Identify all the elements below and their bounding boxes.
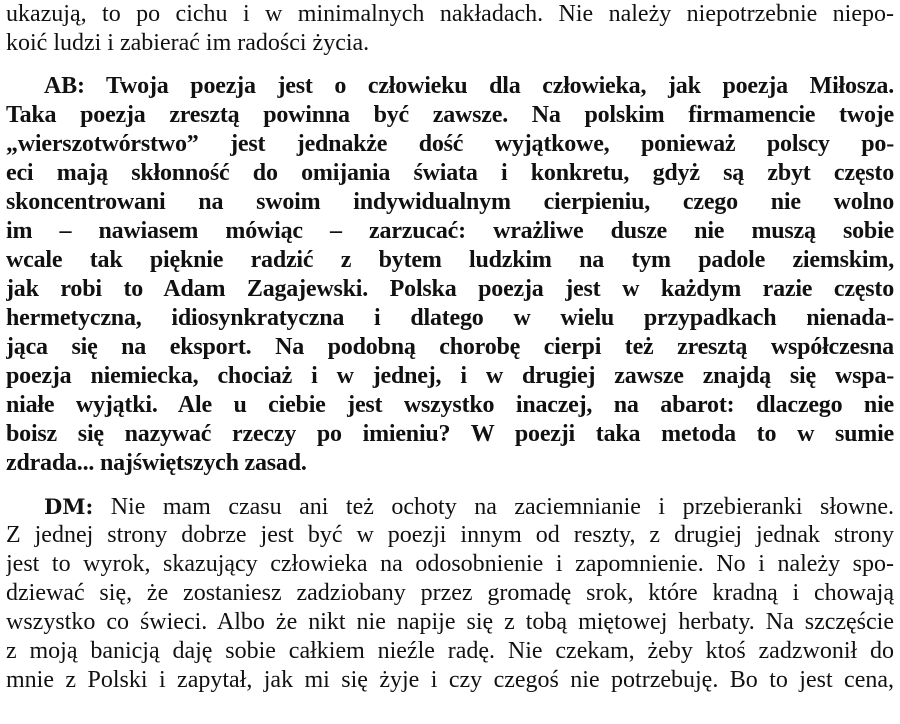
text-line: Taka poezja zresztą powinna być zawsze. Na polskim firmamencie twoje <box>6 102 894 128</box>
text-line: z moją banicją daję sobie całkiem nieźle radę. Nie czekam, żeby ktoś zadzwonił do <box>6 638 894 664</box>
text-line: boisz się nazywać rzeczy po imieniu? W poezji taka metoda to w sumie <box>6 421 894 447</box>
text-line: „wierszotwórstwo” jest jednakże dość wyjątkowe, ponieważ polscy po- <box>6 131 894 157</box>
speaker-label: DM: <box>44 494 94 519</box>
paragraph-1 <box>6 0 894 58</box>
text-line: wszystko co świeci. Albo że nikt nie napije się z tobą miętowej herbaty. Na szczęście <box>6 609 894 635</box>
text-line: mnie z Polski i zapytał, jak mi się żyje i czy czegoś nie potrzebuję. Bo to jest cena, <box>6 667 894 693</box>
text-line: niałe wyjątki. Ale u ciebie jest wszystko inaczej, na abarot: dlaczego nie <box>6 392 894 418</box>
paragraph-2-question <box>6 72 894 478</box>
text-line: im – nawiasem mówiąc – zarzucać: wrażliwe dusze nie muszą sobie <box>6 218 894 244</box>
text-line: ukazują, to po cichu i w minimalnych nakładach. Nie należy niepotrzebnie niepo- <box>6 1 894 27</box>
text-segment: Twoja poezja jest o człowieku dla człowieka, jak poezja Miłosza. <box>84 73 894 99</box>
text-line: poezja niemiecka, chociaż i w jednej, i w drugiej zawsze znajdą się wspa- <box>6 363 894 389</box>
text-line: Z jednej strony dobrze jest być w poezji innym od reszty, z drugiej jednak strony <box>6 522 894 548</box>
text-line: jąca się na eksport. Na podobną chorobę cierpi też zresztą współczesna <box>6 334 894 360</box>
paragraph-3-answer <box>6 492 894 695</box>
text-line: eci mają skłonność do omijania świata i konkretu, gdyż są zbyt często <box>6 160 894 186</box>
text-line <box>6 492 894 521</box>
text-line: koić ludzi i zabierać im radości życia. <box>6 30 370 56</box>
text-line: skoncentrowani na swoim indywidualnym cierpieniu, czego nie wolno <box>6 189 894 215</box>
speaker-label: AB: <box>44 73 85 99</box>
text-line <box>6 72 894 101</box>
text-line: wcale tak pięknie radzić z bytem ludzkim na tym padole ziemskim, <box>6 247 894 273</box>
text-line: zdrada... najświętszych zasad. <box>6 450 307 476</box>
text-line: dziewać się, że zostaniesz zadziobany przez gromadę srok, które kradną i chowają <box>6 580 894 606</box>
text-line: hermetyczna, idiosynkratyczna i dlatego w wielu przypadkach nienada- <box>6 305 894 331</box>
text-line: jest to wyrok, skazujący człowieka na odosobnienie i zapomnienie. No i należy spo- <box>6 551 894 577</box>
text-line: jak robi to Adam Zagajewski. Polska poezja jest w każdym razie często <box>6 276 894 302</box>
text-segment: Nie mam czasu ani też ochoty na zaciemnianie i przebieranki słowne. <box>93 494 894 520</box>
document-page <box>6 0 894 695</box>
